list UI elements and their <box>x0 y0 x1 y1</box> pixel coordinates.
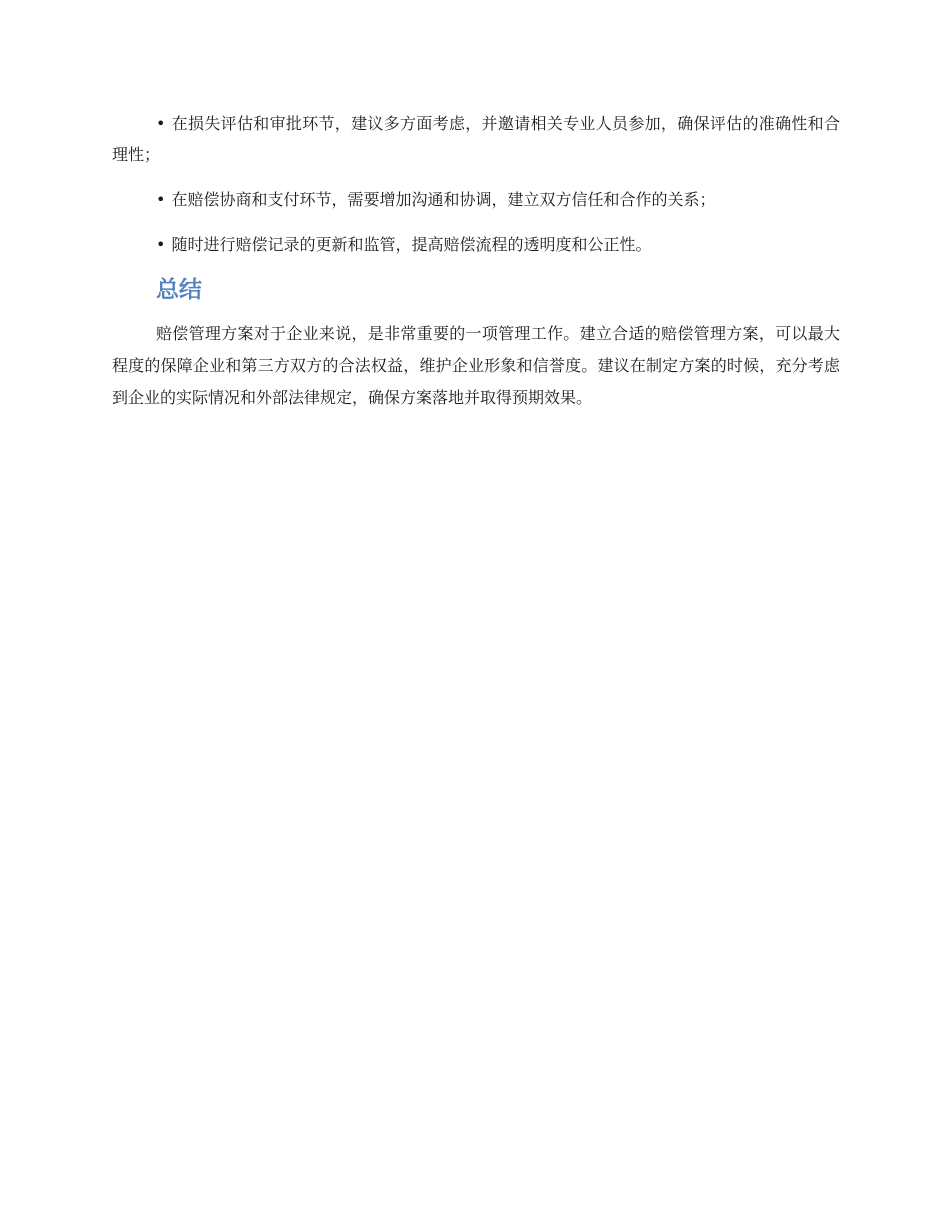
summary-paragraph: 赔偿管理方案对于企业来说，是非常重要的一项管理工作。建立合适的赔偿管理方案，可以最大程度的保障企业和第三方双方的合法权益，维护企业形象和信誉度。建议在制定方案的时候，充分考虑到企业的实际情况和外部法律规定，确保方案落地并取得预期效果。 <box>112 324 840 407</box>
bullet-item <box>112 184 840 215</box>
section-heading-summary: 总结 <box>156 277 202 303</box>
bullet-text: 随时进行赔偿记录的更新和监管，提高赔偿流程的透明度和公正性。 <box>171 235 652 254</box>
bullet-item <box>112 108 840 170</box>
bullet-text: 在损失评估和审批环节，建议多方面考虑，并邀请相关专业人员参加，确保评估的准确性和合理性； <box>112 114 840 164</box>
bullet-marker: • <box>156 235 166 254</box>
bullet-text: 在赔偿协商和支付环节，需要增加沟通和协调，建立双方信任和合作的关系； <box>171 190 716 209</box>
bullet-marker: • <box>156 190 166 209</box>
bullet-marker: • <box>156 114 166 133</box>
bullet-item <box>112 229 840 260</box>
document-page <box>112 108 840 414</box>
